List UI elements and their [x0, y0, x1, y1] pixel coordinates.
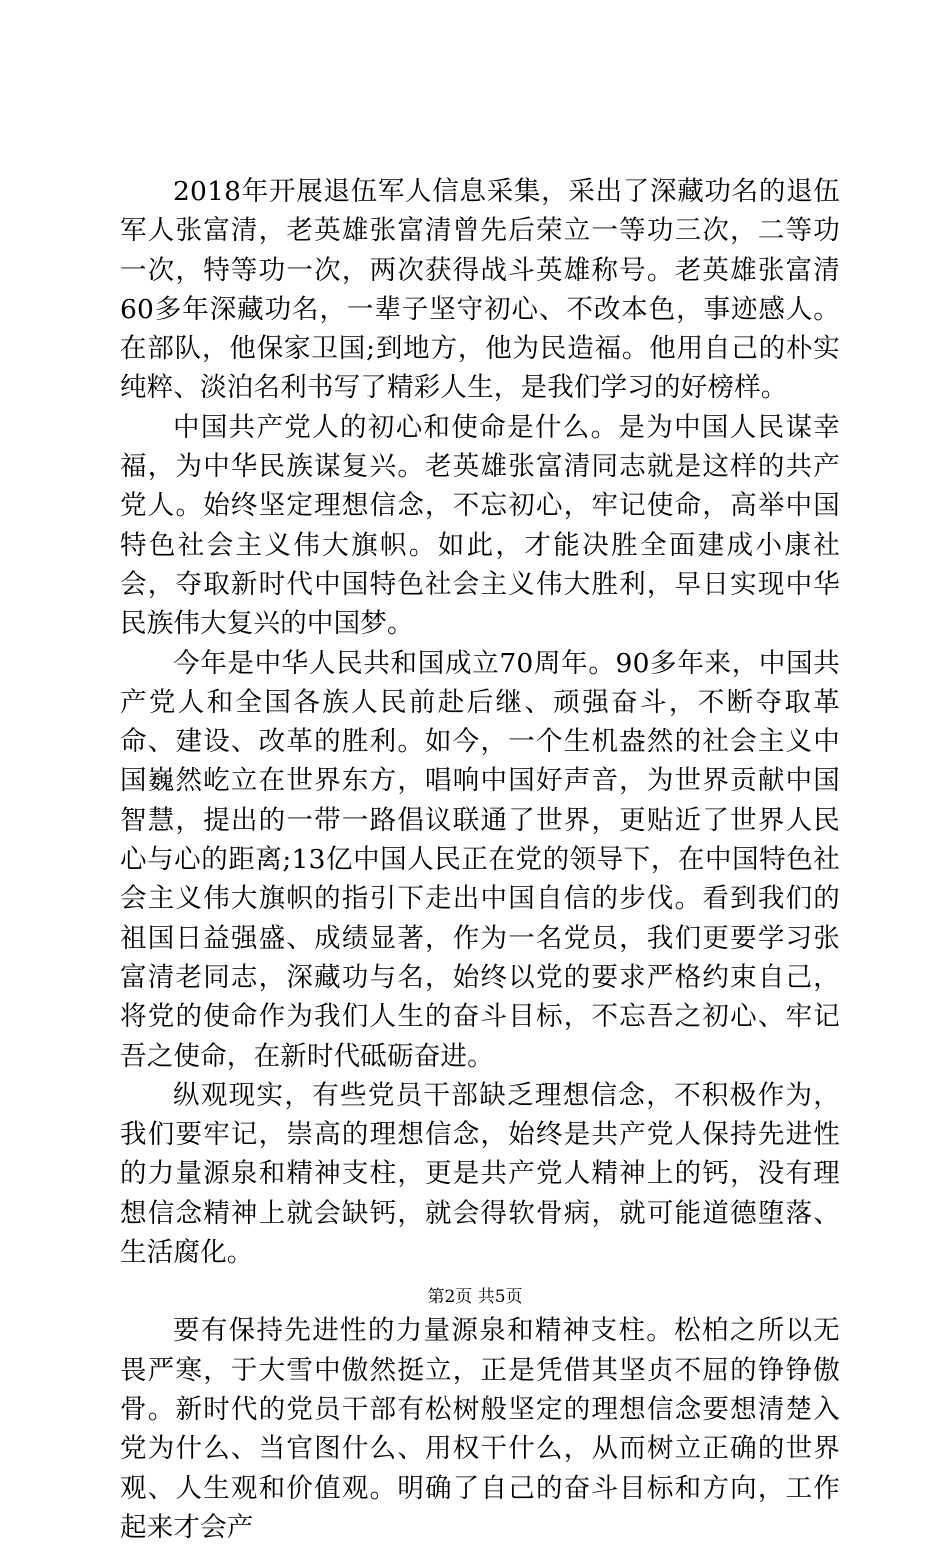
paragraph-original-mission: 中国共产党人的初心和使命是什么。是为中国人民谋幸福，为中华民族谋复兴。老英雄张富清同志就是这样的共产党人。始终坚定理想信念，不忘初心，牢记使命，高举中国特色社会主义伟大旗帜。如此，才能决胜全面建成小康社会，夺取新时代中国特色社会主义伟大胜利，早日实现中华民族伟大复兴的中国梦。: [120, 411, 840, 640]
document-body: [120, 172, 840, 1547]
paragraph-70th-anniversary: 今年是中华人民共和国成立70周年。90多年来，中国共产党人和全国各族人民前赴后继、顽强奋斗，不断夺取革命、建设、改革的胜利。如今，一个生机盎然的社会主义中国巍然屹立在世界东方，唱响中国好声音，为世界贡献中国智慧，提出的一带一路倡议联通了世界，更贴近了世界人民心与心的距离;13亿中国人民正在党的领导下，在中国特色社会主义伟大旗帜的指引下走出中国自信的步伐。看到我们的祖国日益强盛、成绩显著，作为一名党员，我们更要学习张富清老同志，深藏功与名，始终以党的要求严格约束自己，将党的使命作为我们人生的奋斗目标，不忘吾之初心、牢记吾之使命，在新时代砥砺奋进。: [120, 647, 840, 1072]
paragraph-ideals-and-beliefs: 纵观现实，有些党员干部缺乏理想信念，不积极作为，我们要牢记，崇高的理想信念，始终是共产党人保持先进性的力量源泉和精神支柱，更是共产党人精神上的钙，没有理想信念精神上就会缺钙，就会得软骨病，就可能道德堕落、生活腐化。: [120, 1079, 840, 1269]
page-footer: 第2页 共5页: [427, 1287, 523, 1307]
paragraph-zhang-fuqing-intro: 2018年开展退伍军人信息采集，采出了深藏功名的退伍军人张富清，老英雄张富清曾先后荣立一等功三次，二等功一次，特等功一次，两次获得战斗英雄称号。老英雄张富清60多年深藏功名，一辈子坚守初心、不改本色，事迹感人。在部队，他保家卫国;到地方，他为民造福。他用自己的朴实纯粹、淡泊名利书写了精彩人生，是我们学习的好榜样。: [120, 176, 840, 404]
paragraph-source-of-strength: 要有保持先进性的力量源泉和精神支柱。松柏之所以无畏严寒，于大雪中傲然挺立，正是凭借其坚贞不屈的铮铮傲骨。新时代的党员干部有松树般坚定的理想信念要想清楚入党为什么、当官图什么、用权干什么，从而树立正确的世界观、人生观和价值观。明确了自己的奋斗目标和方向，工作起来才会产: [120, 1315, 840, 1543]
